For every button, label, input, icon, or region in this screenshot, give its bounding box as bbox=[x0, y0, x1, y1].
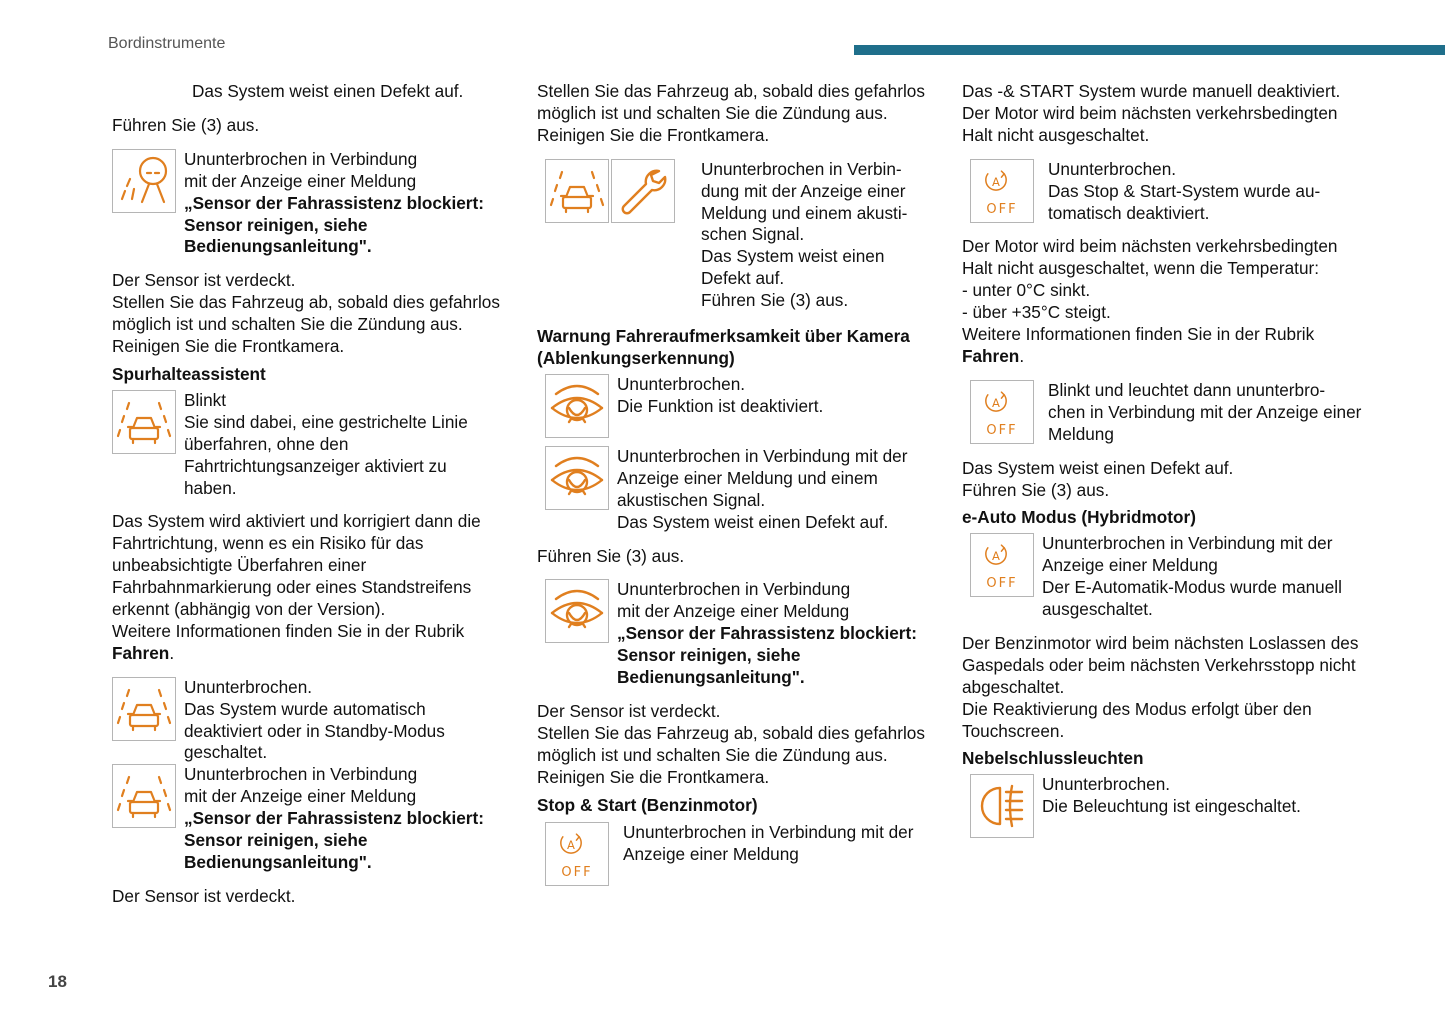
warning-entry bbox=[962, 774, 1362, 838]
entry-text: mit der Anzeige einer Meldung bbox=[617, 601, 850, 622]
heading-driver-attention: Warnung Fahreraufmerksamkeit über Kamera (Ablenkungserkennung) bbox=[537, 326, 910, 368]
paragraph: Der Motor wird beim nächsten verkehrsbedingten Halt nicht ausgeschaltet, wenn die Temperatur: bbox=[962, 236, 1338, 279]
warning-entry bbox=[112, 677, 502, 765]
warning-entry bbox=[537, 159, 937, 312]
column-left bbox=[112, 81, 502, 908]
entry-text: mit der Anzeige einer Meldung bbox=[184, 786, 417, 807]
auto-off-icon: OFF bbox=[545, 822, 609, 886]
paragraph: Reinigen Sie die Frontkamera. bbox=[537, 766, 770, 787]
entry-message: „Sensor der Fahrassistenz blockiert: Sensor reinigen, siehe Bedienungsanleitung". bbox=[184, 808, 484, 872]
rear-fog-lamp-icon bbox=[970, 774, 1034, 838]
paragraph: Führen Sie (3) aus. bbox=[962, 479, 1110, 500]
heading-e-auto: e-Auto Modus (Hybridmotor) bbox=[962, 507, 1196, 528]
entry-text: Ununterbrochen in Verbindung bbox=[617, 579, 851, 600]
wrench-icon bbox=[611, 159, 675, 223]
paragraph: Stellen Sie das Fahrzeug ab, sobald dies gefahrlos möglich ist und schalten Sie die Zündung aus. bbox=[537, 722, 925, 765]
entry-text: Ununterbrochen in Verbindung mit der Anzeige einer Meldung bbox=[623, 822, 914, 865]
entry-text: Blinkt und leuchtet dann ununterbro-chen in Verbindung mit der Anzeige einer Meldung bbox=[1048, 379, 1362, 444]
entry-text: Ununterbrochen in Verbindung bbox=[184, 764, 418, 785]
entry-text: Führen Sie (3) aus. bbox=[701, 290, 849, 311]
auto-off-icon: OFF bbox=[970, 533, 1034, 597]
entry-text: Das System wurde automatisch deaktiviert oder in Standby-Modus geschaltet. bbox=[184, 698, 445, 763]
entry-text: Ununterbrochen. bbox=[184, 676, 313, 697]
paragraph: - über +35°C steigt. bbox=[962, 302, 1111, 323]
heading-stop-start: Stop & Start (Benzinmotor) bbox=[537, 794, 758, 815]
entry-text: Ununterbrochen in Verbindung bbox=[184, 148, 418, 169]
paragraph: Das System weist einen Defekt auf. bbox=[192, 81, 464, 101]
paragraph: Das System weist einen Defekt auf. bbox=[962, 457, 1234, 478]
entry-text: Ununterbrochen. bbox=[1042, 774, 1171, 795]
entry-text: Die Funktion ist deaktiviert. bbox=[617, 395, 824, 416]
header-accent-bar bbox=[854, 45, 1445, 55]
warning-entry bbox=[537, 374, 937, 438]
lane-keeping-icon bbox=[112, 390, 176, 454]
paragraph: Stellen Sie das Fahrzeug ab, sobald dies gefahrlos möglich ist und schalten Sie die Zündung aus. bbox=[112, 292, 500, 335]
sensor-blocked-icon bbox=[112, 149, 176, 213]
paragraph: Stellen Sie das Fahrzeug ab, sobald dies gefahrlos möglich ist und schalten Sie die Zündung aus. bbox=[537, 81, 925, 123]
page-number: 18 bbox=[48, 972, 67, 991]
warning-entry bbox=[962, 159, 1362, 225]
paragraph: Der Sensor ist verdeckt. bbox=[112, 885, 296, 906]
eye-icon bbox=[545, 374, 609, 438]
entry-message: „Sensor der Fahrassistenz blockiert: Sensor reinigen, siehe Bedienungsanleitung". bbox=[184, 192, 484, 257]
paragraph: Führen Sie (3) aus. bbox=[112, 114, 260, 135]
paragraph: Reinigen Sie die Frontkamera. bbox=[537, 124, 770, 145]
entry-text: Das System weist einen Defekt auf. bbox=[701, 246, 885, 289]
paragraph: Weitere Informationen finden Sie in der Rubrik Fahren. bbox=[112, 620, 465, 663]
paragraph: - unter 0°C sinkt. bbox=[962, 280, 1091, 301]
eye-icon bbox=[545, 579, 609, 643]
paragraph: Der Sensor ist verdeckt. bbox=[112, 270, 296, 291]
paragraph: Das -& START System wurde manuell deaktiviert. bbox=[962, 81, 1341, 101]
paragraph: Weitere Informationen finden Sie in der Rubrik Fahren. bbox=[962, 324, 1315, 366]
entry-text: Ununterbrochen in Verbindung mit der Anzeige einer Meldung bbox=[1042, 533, 1333, 576]
column-middle bbox=[537, 81, 937, 886]
entry-message: „Sensor der Fahrassistenz blockiert: Sensor reinigen, siehe Bedienungsanleitung". bbox=[617, 623, 917, 688]
entry-text: Das System weist einen Defekt auf. bbox=[617, 511, 889, 532]
column-right bbox=[962, 81, 1362, 838]
paragraph: Der Sensor ist verdeckt. bbox=[537, 700, 721, 721]
auto-off-icon: OFF bbox=[970, 380, 1034, 444]
warning-entry bbox=[962, 380, 1362, 446]
warning-entry bbox=[537, 579, 937, 689]
warning-entry bbox=[112, 390, 502, 500]
entry-text: Die Beleuchtung ist eingeschaltet. bbox=[1042, 796, 1301, 817]
section-title: Bordinstrumente bbox=[108, 35, 226, 52]
warning-entry bbox=[112, 149, 502, 259]
paragraph: Reinigen Sie die Frontkamera. bbox=[112, 336, 345, 357]
paragraph: Die Reaktivierung des Modus erfolgt über den Touchscreen. bbox=[962, 698, 1312, 741]
entry-text: Das Stop & Start-System wurde au-tomatisch deaktiviert. bbox=[1048, 180, 1321, 223]
entry-text: Der E-Automatik-Modus wurde manuell ausgeschaltet. bbox=[1042, 577, 1342, 620]
lane-keeping-icon bbox=[545, 159, 609, 223]
entry-text: Ununterbrochen. bbox=[617, 373, 746, 394]
entry-text: Ununterbrochen in Verbindung mit der Anzeige einer Meldung und einem akustischen Signal. bbox=[617, 445, 908, 510]
lane-keeping-icon bbox=[112, 764, 176, 828]
entry-text: Blinkt bbox=[184, 389, 227, 410]
warning-entry bbox=[537, 446, 937, 534]
entry-text: Ununterbrochen. bbox=[1048, 158, 1177, 179]
paragraph: Der Benzinmotor wird beim nächsten Loslassen des Gaspedals oder beim nächsten Verkehrsstopp nicht abgeschaltet. bbox=[962, 632, 1359, 697]
warning-entry bbox=[112, 764, 502, 874]
entry-text: Ununterbrochen in Verbin-dung mit der Anzeige einer Meldung und einem akusti-schen Signal. bbox=[701, 158, 908, 245]
eye-icon bbox=[545, 446, 609, 510]
warning-entry bbox=[962, 533, 1362, 621]
heading-rear-fog: Nebelschlussleuchten bbox=[962, 748, 1144, 769]
heading-lane-assist: Spurhalteassistent bbox=[112, 363, 266, 384]
entry-text: mit der Anzeige einer Meldung bbox=[184, 170, 417, 191]
entry-text: Sie sind dabei, eine gestrichelte Linie überfahren, ohne den Fahrtrichtungsanzeiger aktiviert zu haben. bbox=[184, 411, 468, 498]
paragraph: Das System wird aktiviert und korrigiert dann die Fahrtrichtung, wenn es ein Risiko für das unbeabsichtigte Überfahren einer Fahrbahnmarkierung oder eines Standstreifens erkennt (abhängig von der Version). bbox=[112, 511, 481, 620]
paragraph: Führen Sie (3) aus. bbox=[537, 545, 685, 566]
auto-off-icon: OFF bbox=[970, 159, 1034, 223]
lane-keeping-icon bbox=[112, 677, 176, 741]
warning-entry bbox=[537, 822, 937, 886]
paragraph: Der Motor wird beim nächsten verkehrsbedingten Halt nicht ausgeschaltet. bbox=[962, 102, 1338, 145]
